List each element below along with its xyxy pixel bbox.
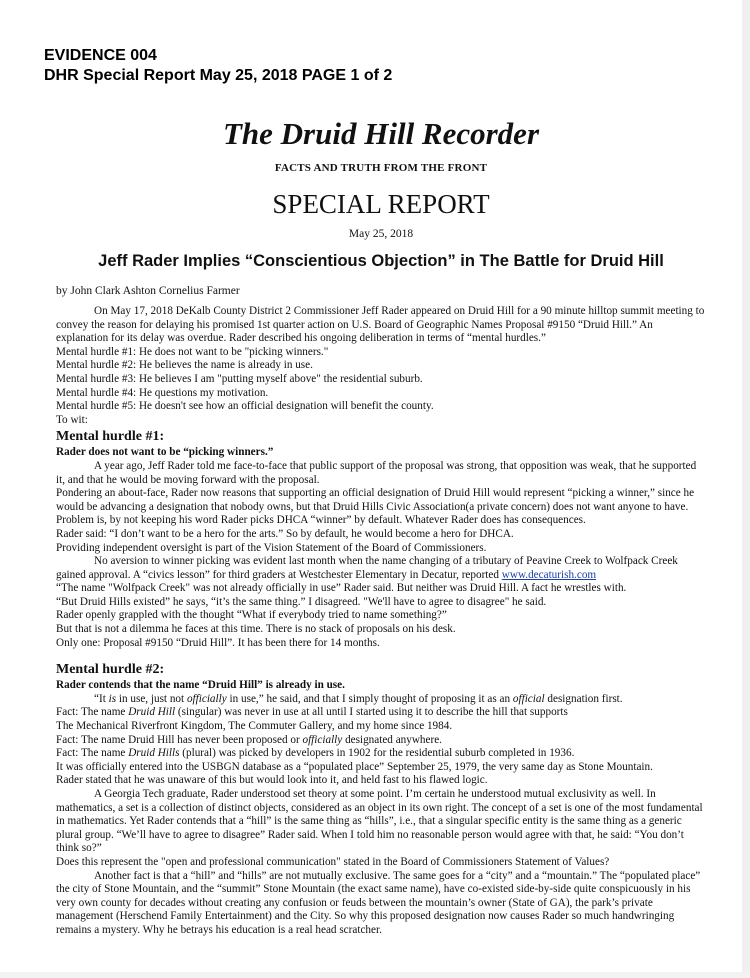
text: (plural) was picked by developers in 1902 for the residential suburb completed in 1936. bbox=[179, 747, 575, 760]
paragraph bbox=[56, 693, 706, 707]
headline: Jeff Rader Implies “Conscientious Objection” in The Battle for Druid Hill bbox=[98, 252, 664, 270]
paragraph: Rader stated that he was unaware of this but would look into it, and held fast to his flawed logic. bbox=[56, 774, 488, 787]
text: Fact: The name bbox=[56, 706, 129, 719]
paragraph: But that is not a dilemma he faces at this time. There is no stack of proposals on his desk. bbox=[56, 623, 456, 636]
emphasis: official bbox=[512, 692, 545, 705]
hurdle-list-item: Mental hurdle #2: He believes the name is already in use. bbox=[56, 359, 313, 372]
evidence-label: EVIDENCE 004 bbox=[44, 47, 157, 64]
text: in use, just not bbox=[116, 692, 187, 705]
section-heading: Mental hurdle #1: bbox=[56, 429, 165, 445]
scan-edge bbox=[742, 0, 750, 978]
text: “It bbox=[94, 692, 109, 705]
paragraph: Only one: Proposal #9150 “Druid Hill”. It has been there for 14 months. bbox=[56, 636, 380, 649]
paragraph: Another fact is that a “hill” and “hills” are not mutually exclusive. The same goes for a “city” and a “mountain.” The “populated place” the city of Stone Mountain, and the “summit” Stone Mountain (the exact same name), have co-existed side-by-side quite conspicuously in his very own county for decades without creating any confusion or feuds between the mountain’s owner (State of GA), the park’s private management (Herschend Family Entertainment) and the City. So why this proposed designation now causes Rader so much handwringing remains a mystery. Why he betrays his education is a real head scratcher. bbox=[56, 869, 701, 936]
newspaper-page bbox=[56, 108, 706, 938]
byline: by John Clark Ashton Cornelius Farmer bbox=[56, 285, 240, 297]
masthead: The Druid Hill Recorder bbox=[222, 116, 540, 151]
section-gap bbox=[56, 650, 706, 660]
hurdle-list-item: Mental hurdle #4: He questions my motivation. bbox=[56, 386, 269, 399]
paragraph: The Mechanical Riverfront Kingdom, The Commuter Gallery, and my home since 1984. bbox=[56, 720, 453, 733]
paragraph: A year ago, Jeff Rader told me face-to-face that public support of the proposal was strong, that opposition was weak, that he supported it, and that he would be moving forward with the proposal. bbox=[56, 459, 697, 486]
emphasis: Druid Hills bbox=[128, 747, 180, 760]
paragraph: Pondering an about-face, Rader now reasons that supporting an official designation of Druid Hill would represent “picking a winner,” since he would be advancing a designation that nobody owns, but that Druid Hills Civic Association(a private concern) does not want anyone to have. Problem is, by not keeping his word Rader picks DHCA “winner” by default. Whatever Rader does has consequences. bbox=[56, 487, 695, 527]
section-heading: Mental hurdle #2: bbox=[56, 662, 165, 678]
emphasis: officially bbox=[186, 692, 227, 705]
paragraph bbox=[56, 734, 706, 748]
section-subheading: Rader does not want to be “picking winners.” bbox=[56, 446, 274, 459]
article-body bbox=[56, 305, 706, 938]
tagline: FACTS AND TRUTH FROM THE FRONT bbox=[274, 162, 488, 174]
paragraph: Providing independent oversight is part of the Vision Statement of the Board of Commissioners. bbox=[56, 541, 487, 554]
report-date: May 25, 2018 bbox=[348, 228, 414, 240]
hurdle-list-item: Mental hurdle #5: He doesn't see how an official designation will benefit the county. bbox=[56, 400, 434, 413]
section-title: SPECIAL REPORT bbox=[272, 189, 490, 219]
intro-paragraph: On May 17, 2018 DeKalb County District 2 Commissioner Jeff Rader appeared on Druid Hill for a 90 minute hilltop summit meeting to convey the reason for delaying his promised 1st quarter action on U.S. Board of Geographic Names Proposal #9150 “Druid Hill.” An explanation for its delay was overdue. Rader described his ongoing deliberation in terms of “mental hurdles.” bbox=[56, 305, 705, 345]
paragraph: Does this represent the "open and professional communication" stated in the Board of Commissioners Statement of Values? bbox=[56, 855, 610, 868]
text: in use,” he said, and that I simply thought of proposing it as an bbox=[226, 692, 513, 705]
paragraph bbox=[56, 555, 706, 582]
paragraph bbox=[56, 747, 706, 761]
decaturish-link[interactable]: www.decaturish.com bbox=[501, 568, 597, 581]
paragraph-text: No aversion to winner picking was evident last month when the name changing of a tributary of Peavine Creek to Wolfpack Creek gained approval. A “civics lesson” for third graders at Westchester Elementary in Decatur, reported bbox=[56, 555, 678, 581]
text: Fact: The name bbox=[56, 747, 129, 760]
section-subheading: Rader contends that the name “Druid Hill” is already in use. bbox=[56, 679, 345, 692]
text: Fact: The name Druid Hill has never been proposed or bbox=[56, 733, 303, 746]
paragraph: Rader openly grappled with the thought “What if everybody tried to name something?” bbox=[56, 609, 447, 622]
text: designation first. bbox=[544, 692, 623, 705]
paragraph bbox=[56, 706, 706, 720]
paragraph: “The name "Wolfpack Creek" was not already officially in use” Rader said. But neither was Druid Hill. A fact he wrestles with. bbox=[56, 582, 627, 595]
emphasis: Druid Hill bbox=[128, 706, 176, 719]
emphasis: officially bbox=[302, 733, 343, 746]
hurdle-list-item: Mental hurdle #3: He believes I am "putting myself above" the residential suburb. bbox=[56, 372, 423, 385]
report-page-label: DHR Special Report May 25, 2018 PAGE 1 of 2 bbox=[44, 67, 393, 84]
evidence-header bbox=[44, 46, 392, 86]
paragraph: “But Druid Hills existed” he says, “it’s the same thing.” I disagreed. "We'll have to agree to disagree" he said. bbox=[56, 595, 547, 608]
text: (singular) was never in use at all until I started using it to describe the hill that supports bbox=[175, 706, 568, 719]
paragraph: It was officially entered into the USBGN database as a “populated place” September 25, 1979, the very same day as Stone Mountain. bbox=[56, 760, 653, 773]
emphasis: is bbox=[108, 692, 117, 705]
scan-edge-bottom bbox=[0, 972, 750, 978]
to-wit: To wit: bbox=[56, 413, 88, 426]
paragraph: A Georgia Tech graduate, Rader understood set theory at some point. I’m certain he understood mutual exclusivity as well. In mathematics, a set is a collection of distinct objects, considered as an object in its own right. The concept of a set is one of the most fundamental in mathematics. Yet Rader contends that a “hill” is the same thing as “hills”, i.e., that a singular specific entity is the same thing as a generic plural group. “We’ll have to agree to disagree” Rader said. When I told him no reasonable person would agree with that, he said: “You don’t think so?” bbox=[56, 788, 703, 855]
hurdle-list-item: Mental hurdle #1: He does not want to be "picking winners." bbox=[56, 345, 329, 358]
paragraph: Rader said: “I don’t want to be a hero for the arts.” So by default, he would become a hero for DHCA. bbox=[56, 527, 514, 540]
text: designated anywhere. bbox=[342, 733, 442, 746]
